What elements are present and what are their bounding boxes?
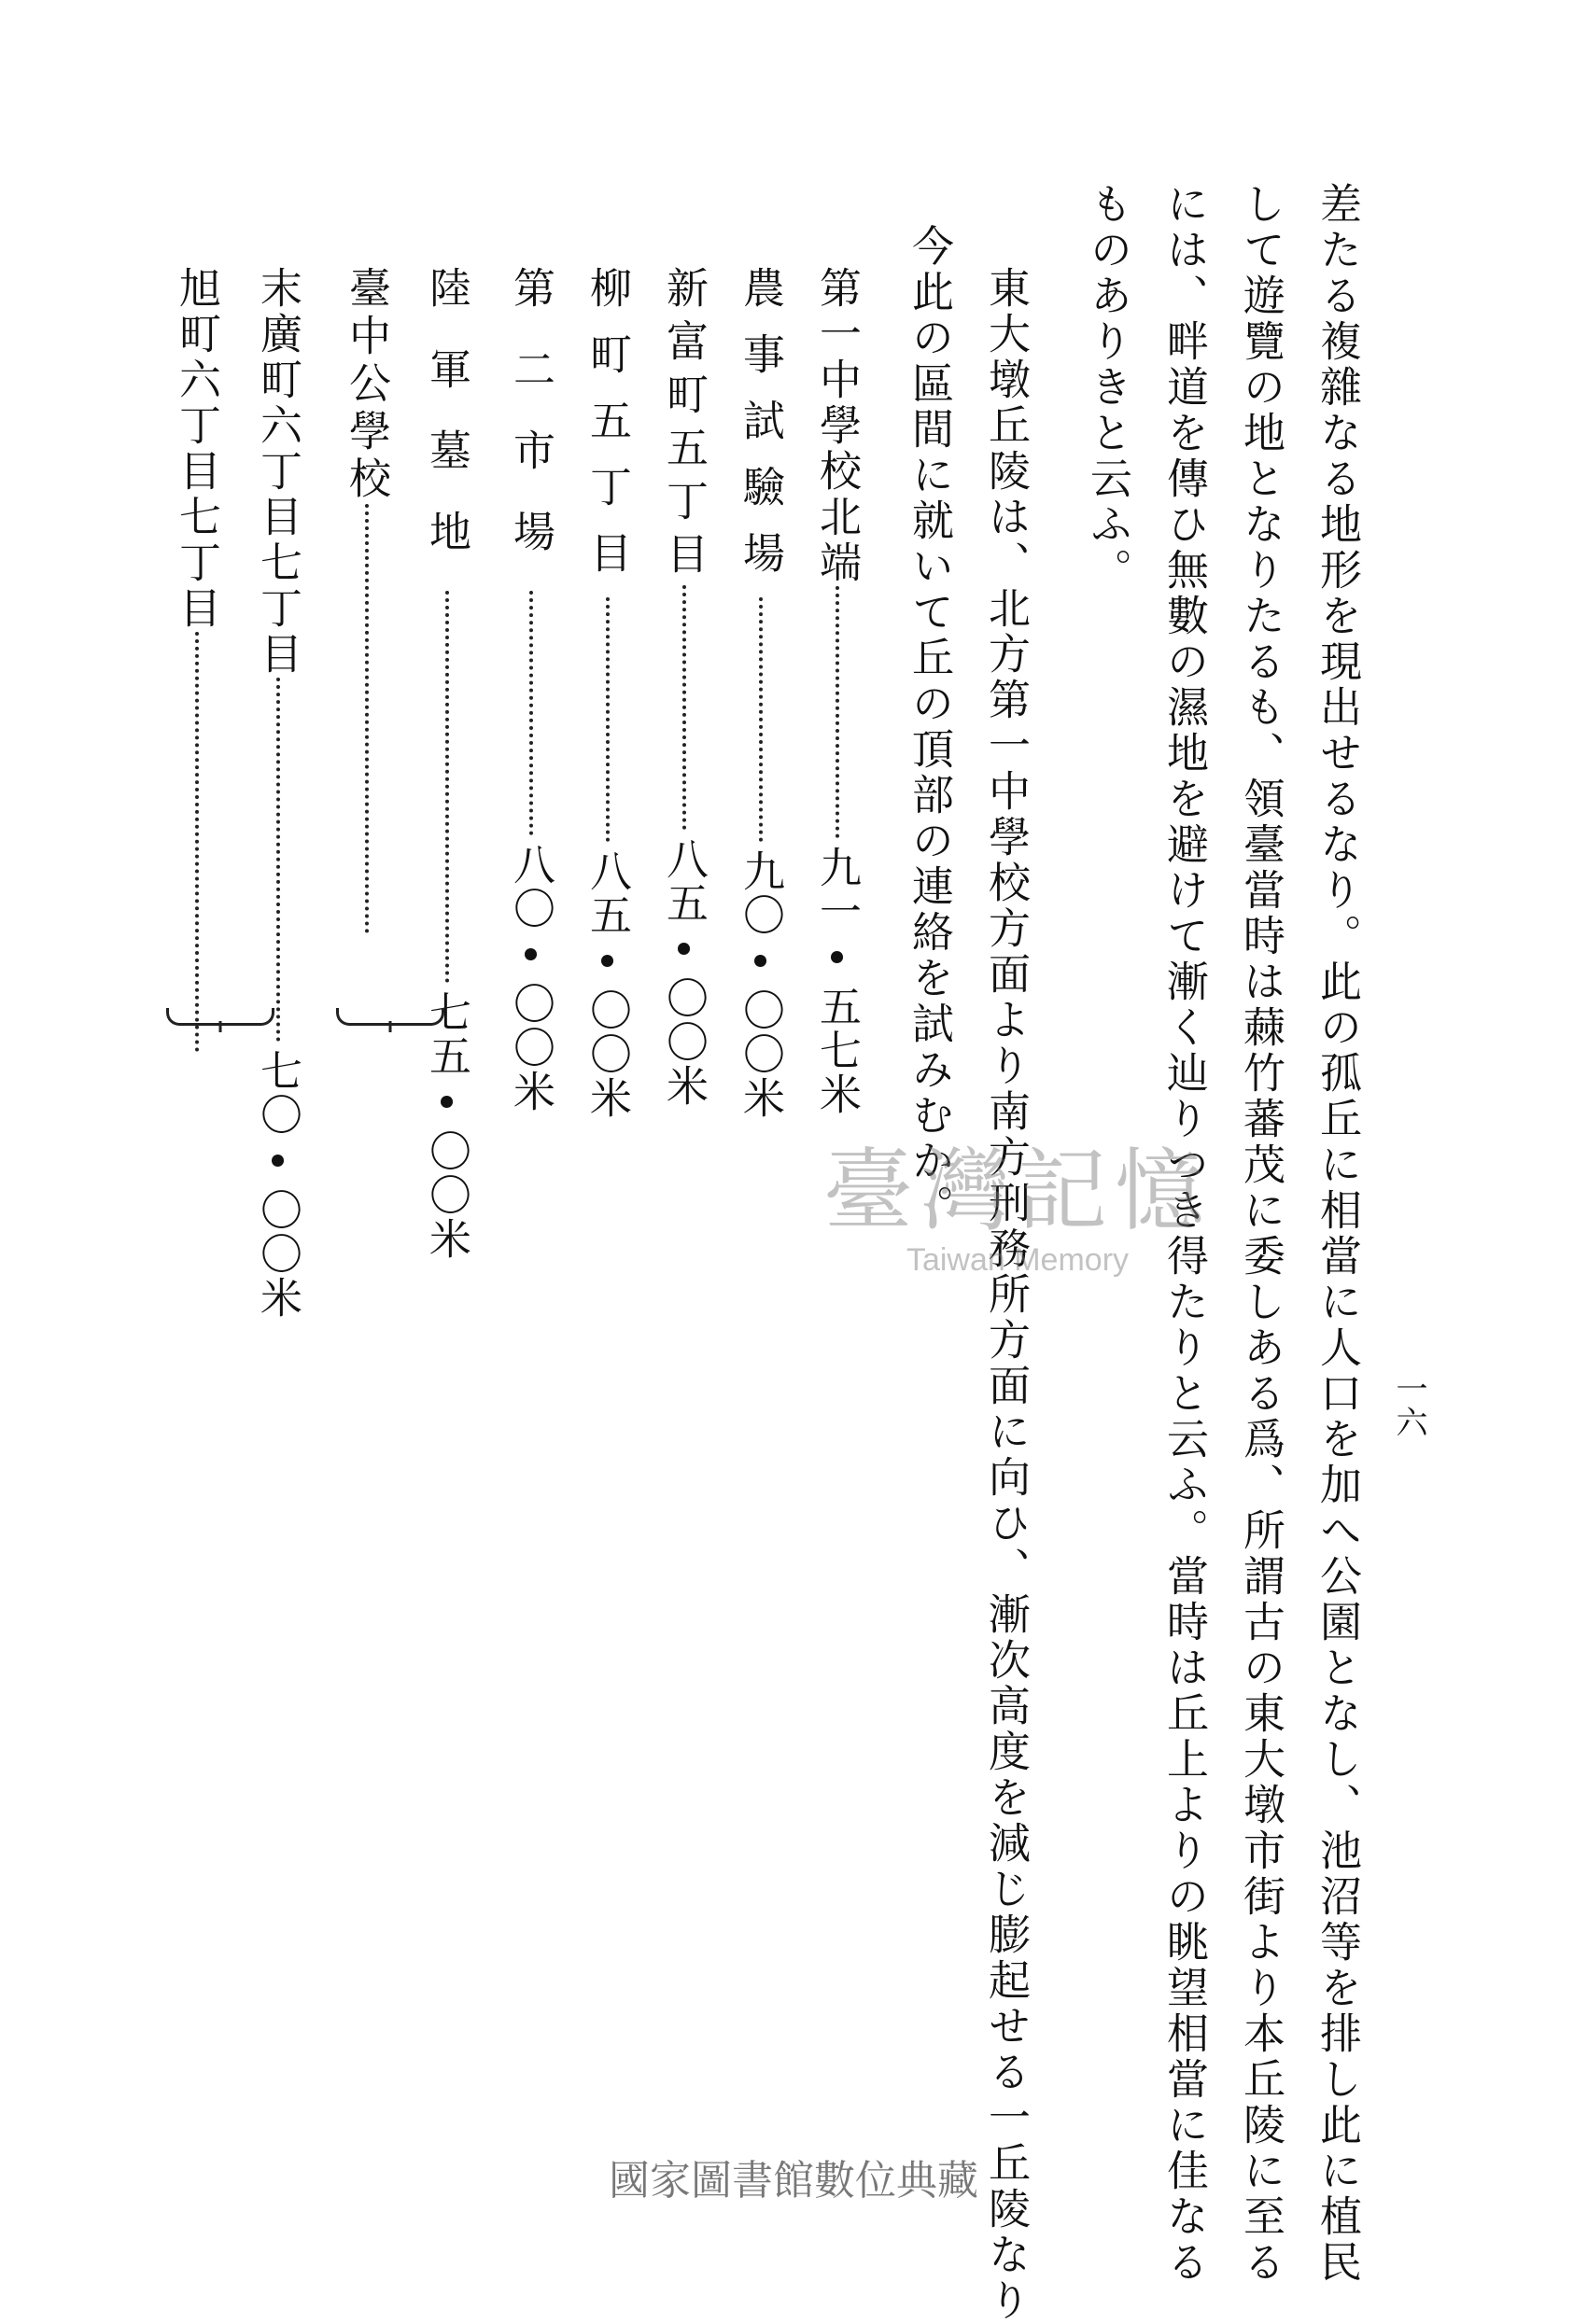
elevation-value: 八五•〇〇米	[583, 849, 632, 1120]
elevation-label: 第二市場	[506, 266, 555, 591]
paragraph-line-3: には、畔道を傳ひ無數の濕地を避けて漸く辿りつき得たりと云ふ。當時は丘上よりの眺望相當に佳なる	[1159, 182, 1209, 2286]
elevation-row	[506, 266, 555, 1113]
dotted-leader	[606, 597, 610, 842]
elevation-label: 旭町六丁目七丁目	[172, 266, 221, 632]
dotted-leader	[682, 585, 686, 830]
elevation-label: 第一中學校北端	[812, 266, 862, 586]
paragraph-line-5: 東大墩丘陵は、北方第一中學校方面より南方刑務所方面に向ひ、漸次高度を減じ膨起せる一丘陵なり	[981, 266, 1031, 2324]
paragraph-line-2: して遊覽の地となりたるも、領臺當時は蕀竹蕃茂に委しある爲、所謂古の東大墩市街より本丘陵に至る	[1236, 182, 1285, 2286]
dotted-leader	[365, 504, 369, 933]
grouping-brace	[336, 1008, 444, 1026]
elevation-value: 七五•〇〇米	[422, 990, 471, 1261]
paragraph-line-6: 今此の區間に就いて丘の頂部の連絡を試みむか。	[905, 224, 954, 1230]
elevation-label: 末廣町六丁目七丁目	[253, 266, 302, 678]
watermark-text: 臺灣記憶	[823, 1139, 1212, 1243]
elevation-row	[583, 266, 632, 1120]
elevation-row	[812, 266, 862, 1116]
elevation-value: 八五•〇〇米	[659, 837, 709, 1108]
paragraph-line-4: ものありきと云ふ。	[1083, 182, 1132, 594]
elevation-row	[253, 266, 302, 1320]
elevation-label: 農事試驗場	[736, 266, 785, 597]
elevation-row	[422, 266, 471, 1261]
elevation-label: 新富町五丁目	[659, 266, 709, 585]
page-number: 一六	[1390, 1372, 1427, 1439]
watermark	[803, 1120, 1232, 1279]
elevation-row	[736, 266, 785, 1120]
elevation-label: 柳町五丁目	[583, 266, 632, 597]
elevation-value: 九〇•〇〇米	[736, 849, 785, 1120]
elevation-label: 臺中公學校	[342, 266, 391, 504]
dotted-leader	[759, 597, 763, 842]
elevation-value: 七〇•〇〇米	[253, 1049, 302, 1320]
elevation-row	[659, 266, 709, 1108]
dotted-leader	[529, 591, 533, 835]
elevation-row	[172, 266, 221, 1052]
elevation-row	[342, 266, 391, 933]
dotted-leader	[836, 586, 839, 838]
elevation-value: 九一•五七米	[812, 846, 862, 1116]
dotted-leader	[445, 591, 449, 983]
watermark-subtext: Taiwan Memory	[906, 1242, 1130, 1278]
dotted-leader	[276, 678, 280, 1042]
elevation-value: 八〇•〇〇米	[506, 843, 555, 1113]
paragraph-line-1: 差たる複雜なる地形を現出せるなり。此の孤丘に相當に人口を加へ公園となし、池沼等を排し此に植民	[1313, 182, 1362, 2286]
grouping-brace	[166, 1008, 274, 1026]
dotted-leader	[195, 632, 199, 1052]
footer-credit: 國家圖書館數位典藏	[609, 2157, 978, 2205]
elevation-label: 陸軍墓地	[422, 266, 471, 591]
